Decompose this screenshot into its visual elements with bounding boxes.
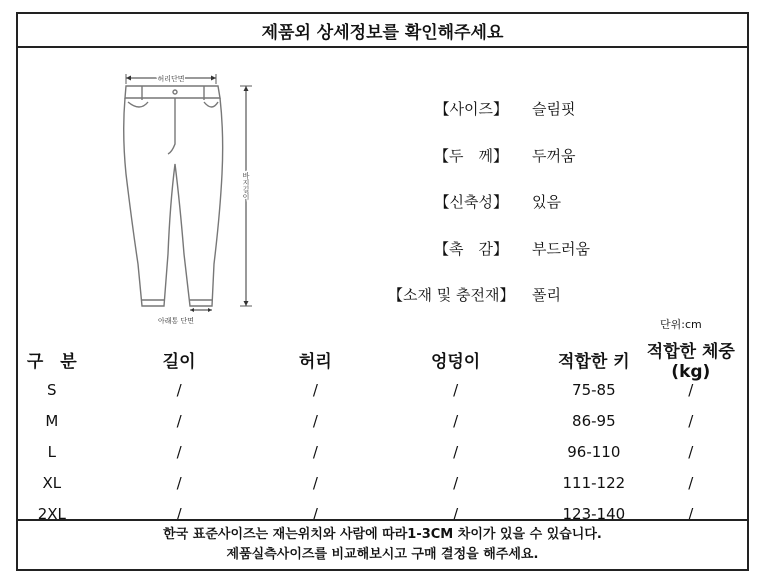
table-cell: 96-110 bbox=[567, 442, 621, 461]
table-cell: / bbox=[176, 380, 182, 399]
table-cell: / bbox=[176, 504, 182, 523]
table-cell: M bbox=[45, 411, 59, 430]
table-cell: / bbox=[453, 411, 459, 430]
table-header-cell: 엉덩이 bbox=[430, 351, 481, 372]
table-header-cell: 적합한 체중(kg) bbox=[646, 341, 735, 382]
table-cell: S bbox=[47, 380, 57, 399]
spec-value: 부드러움 bbox=[532, 239, 590, 258]
spec-value: 슬림핏 bbox=[532, 100, 576, 118]
table-row bbox=[18, 467, 747, 498]
table-cell: / bbox=[688, 442, 694, 461]
table-cell: / bbox=[688, 473, 694, 492]
table-cell: / bbox=[176, 473, 182, 492]
spec-label: 【소재 및 충전재】 bbox=[388, 286, 515, 304]
table-cell: XL bbox=[42, 473, 62, 492]
spec-labels bbox=[388, 98, 515, 331]
pants-outline bbox=[124, 86, 223, 306]
unit-note: 단위:cm bbox=[660, 318, 702, 331]
spec-value: 폴리 bbox=[532, 286, 561, 304]
table-cell: / bbox=[453, 380, 459, 399]
table-cell: / bbox=[688, 411, 694, 430]
table-cell: / bbox=[312, 380, 318, 399]
spec-label: 【신축성】 bbox=[434, 193, 508, 211]
spec-label: 【촉 감】 bbox=[434, 239, 508, 258]
table-cell: / bbox=[453, 442, 459, 461]
spec-values bbox=[532, 98, 692, 331]
table-cell: / bbox=[453, 473, 459, 492]
length-label: 바지길이 bbox=[242, 172, 250, 200]
footer-line: 한국 표준사이즈는 재는위치와 사람에 따라1-3CM 차이가 있을 수 있습니다. bbox=[163, 527, 602, 542]
table-header-row bbox=[18, 341, 747, 382]
hem-label: 아래통 단면 bbox=[157, 317, 195, 325]
table-cell: / bbox=[312, 473, 318, 492]
waist-label: 허리단면 bbox=[157, 75, 185, 83]
table-header-cell: 허리 bbox=[298, 351, 332, 372]
footer-line: 제품실측사이즈를 비교해보시고 구매 결정을 해주세요. bbox=[226, 547, 539, 562]
product-info-frame bbox=[16, 12, 749, 571]
table-cell: / bbox=[688, 380, 694, 399]
table-cell: / bbox=[176, 411, 182, 430]
table-cell: / bbox=[176, 442, 182, 461]
pants-diagram bbox=[118, 74, 268, 334]
table-header-cell: 길이 bbox=[162, 351, 196, 372]
table-cell: 123-140 bbox=[562, 504, 626, 523]
hem-measure-line bbox=[190, 308, 212, 312]
footer-notice bbox=[18, 519, 747, 569]
spec-label: 【사이즈】 bbox=[434, 100, 508, 118]
table-header-cell: 구 분 bbox=[26, 351, 77, 372]
table-cell: / bbox=[312, 504, 318, 523]
table-cell: / bbox=[312, 442, 318, 461]
spec-value: 두꺼움 bbox=[532, 146, 576, 165]
table-cell: 86-95 bbox=[572, 411, 616, 430]
table-cell: / bbox=[312, 411, 318, 430]
table-cell: 2XL bbox=[37, 504, 66, 523]
table-cell: / bbox=[453, 504, 459, 523]
size-table bbox=[18, 341, 747, 529]
table-cell: L bbox=[47, 442, 56, 461]
table-cell: 75-85 bbox=[572, 380, 616, 399]
page-title: 제품외 상세정보를 확인해주세요 bbox=[18, 14, 747, 48]
table-header-cell: 적합한 키 bbox=[558, 351, 630, 372]
spec-label: 【두 께】 bbox=[434, 146, 508, 165]
table-cell: / bbox=[688, 504, 694, 523]
spec-value: 있음 bbox=[532, 193, 561, 211]
table-row bbox=[18, 405, 747, 436]
table-row bbox=[18, 436, 747, 467]
table-cell: 111-122 bbox=[562, 473, 626, 492]
